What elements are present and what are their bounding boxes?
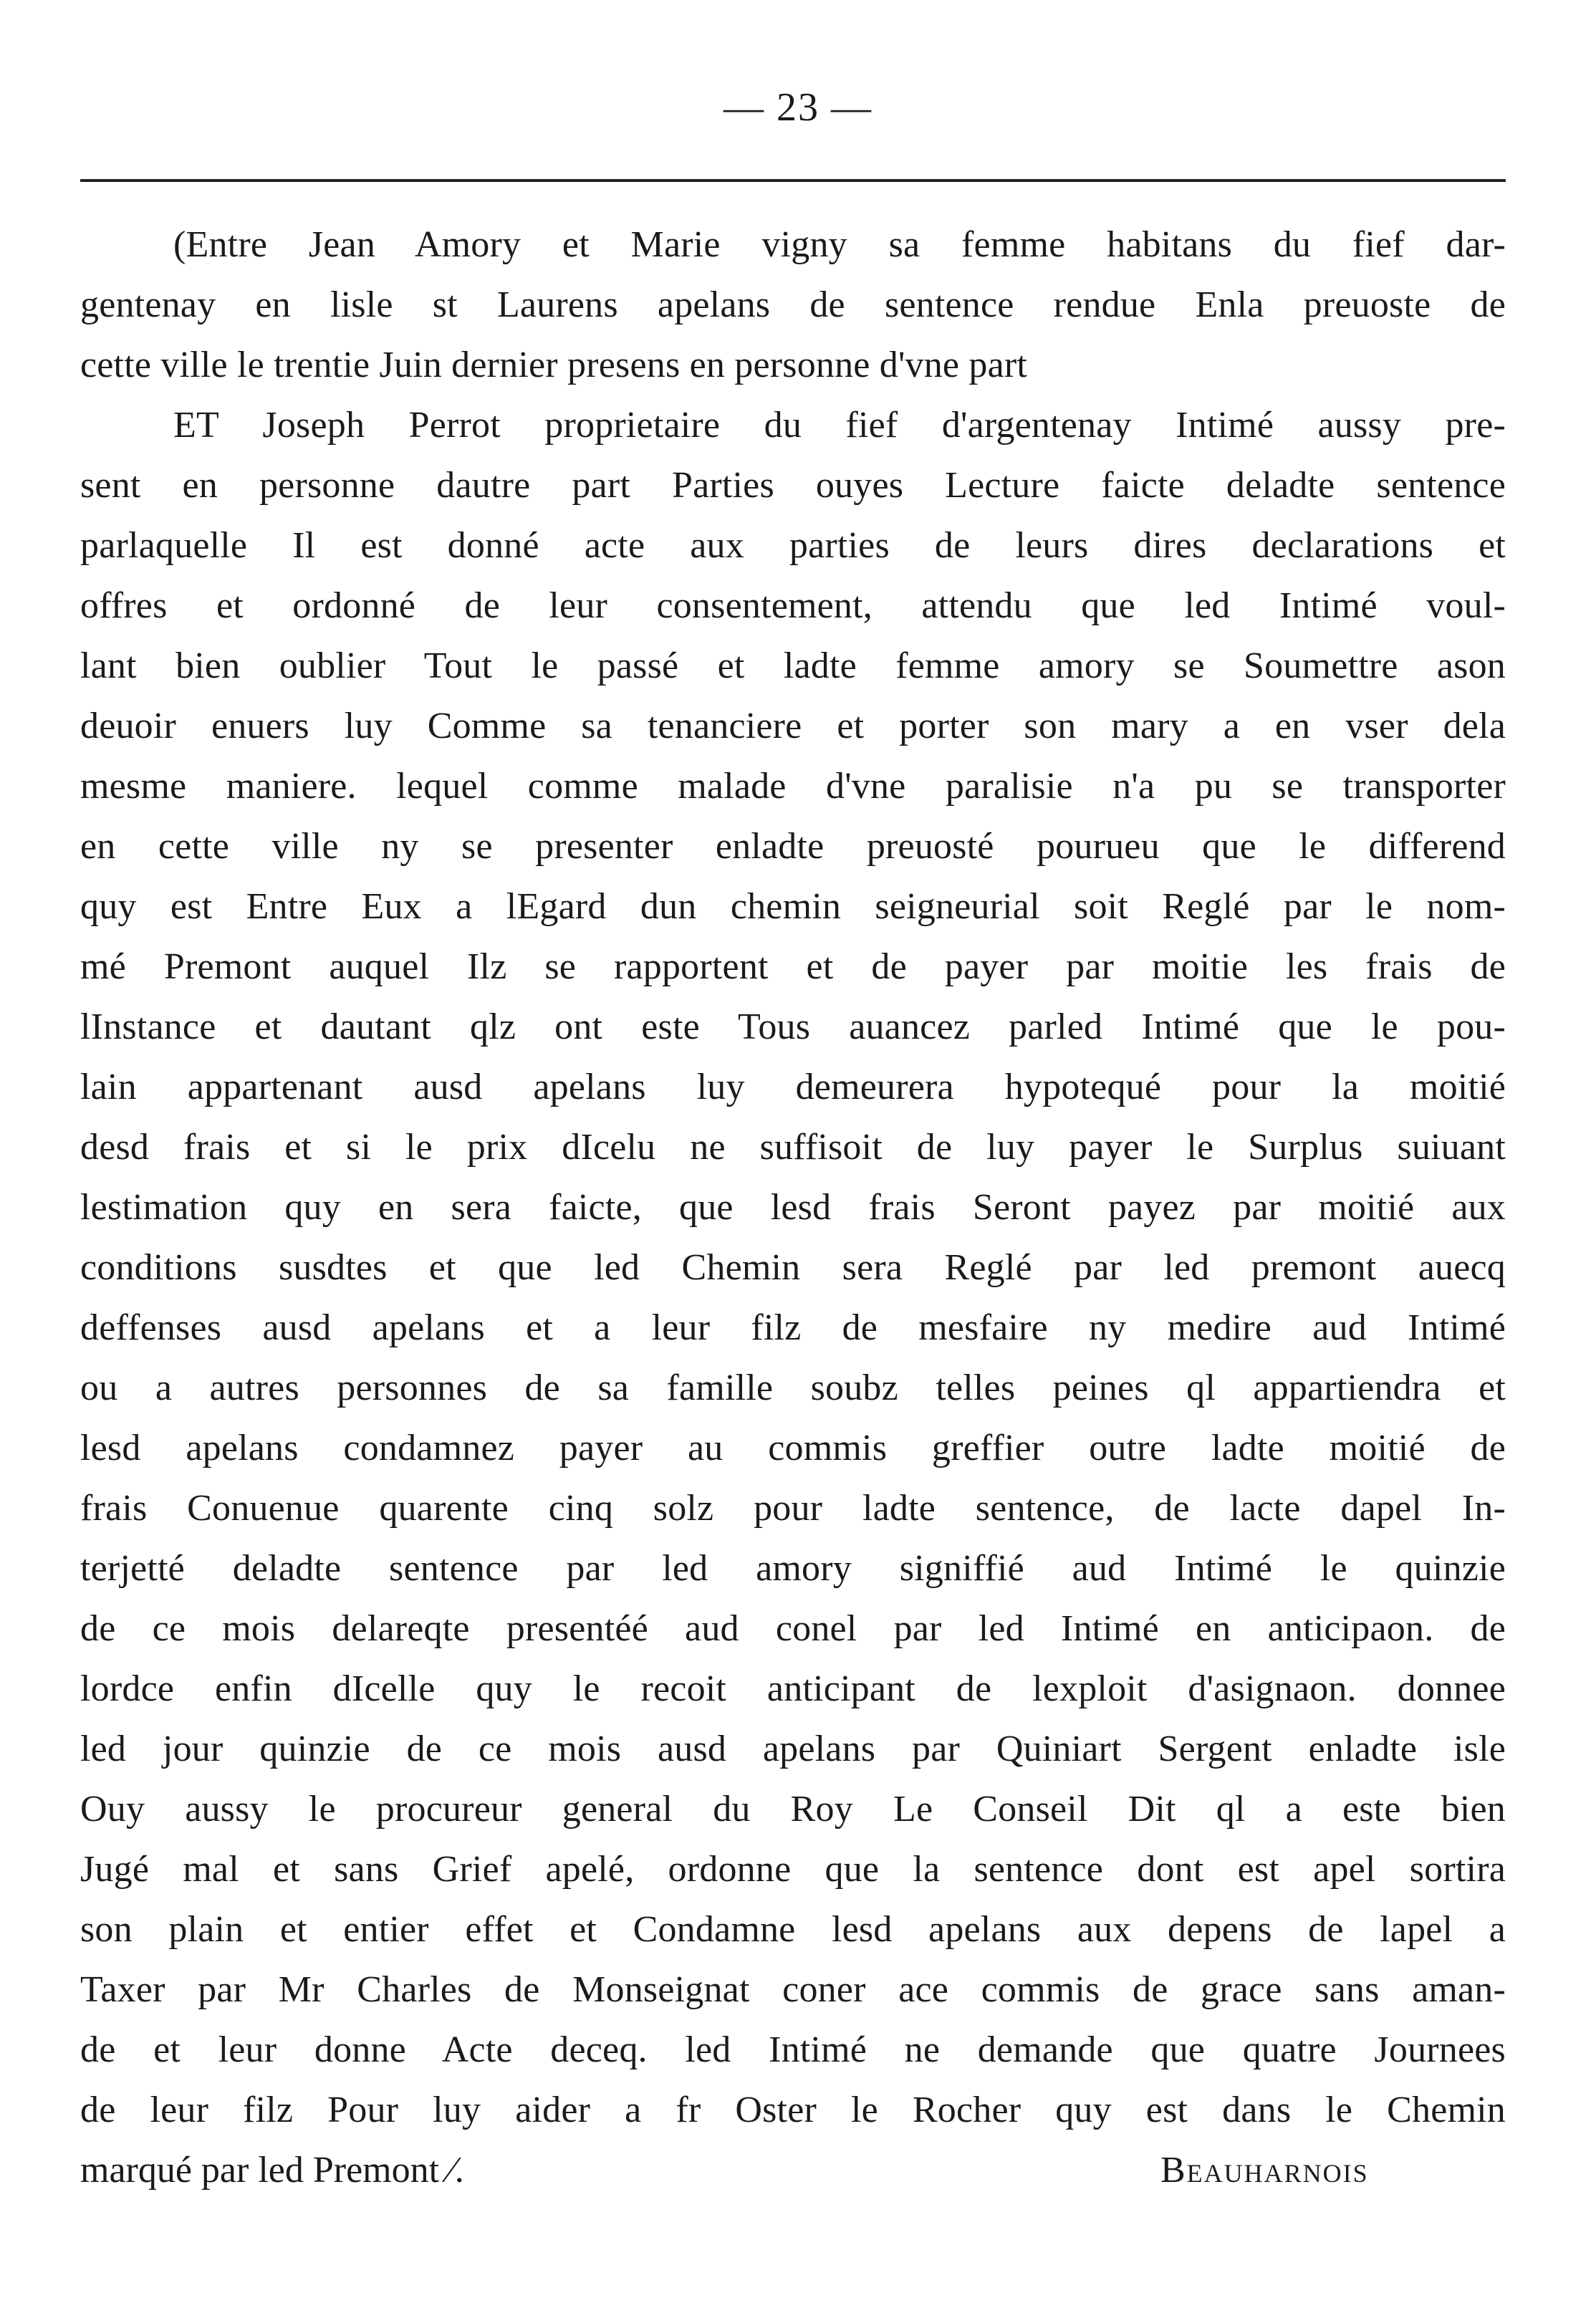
text-line: gentenay en lisle st Laurens apelans de sentence rendue Enla preuoste de [80, 284, 1506, 325]
text-line: terjetté deladte sentence par led amory signiffié aud Intimé le quinzie [80, 1548, 1506, 1589]
text-line: deffenses ausd apelans et a leur filz de mesfaire ny medire aud Intimé [80, 1307, 1506, 1348]
text-line: son plain et entier effet et Condamne lesd apelans aux depens de lapel a [80, 1909, 1506, 1950]
text-line: desd frais et si le prix dIcelu ne suffisoit de luy payer le Surplus suiuant [80, 1127, 1506, 1168]
text-line: mé Premont auquel Ilz se rapportent et de payer par moitie les frais de [80, 946, 1506, 987]
body-text [80, 215, 1506, 2201]
text-line: ou a autres personnes de sa famille soubz telles peines ql appartiendra et [80, 1367, 1506, 1408]
page-number: — 23 — [724, 85, 872, 130]
text-line: offres et ordonné de leur consentement, attendu que led Intimé voul- [80, 585, 1506, 626]
text-line: Taxer par Mr Charles de Monseignat coner ace commis de grace sans aman- [80, 1969, 1506, 2010]
text-line: parlaquelle Il est donné acte aux parties de leurs dires declarations et [80, 525, 1506, 566]
text-line: lain appartenant ausd apelans luy demeurera hypotequé pour la moitié [80, 1067, 1506, 1107]
text-line: de leur filz Pour luy aider a fr Oster le Rocher quy est dans le Chemin [80, 2090, 1506, 2130]
text-line: lesd apelans condamnez payer au commis greffier outre ladte moitié de [80, 1428, 1506, 1468]
text-line: cette ville le trentie Juin dernier presens en personne d'vne part [80, 345, 1028, 385]
text-line: Ouy aussy le procureur general du Roy Le Conseil Dit ql a este bien [80, 1789, 1506, 1830]
text-line: mesme maniere. lequel comme malade d'vne paralisie n'a pu se transporter [80, 766, 1506, 807]
text-line: de et leur donne Acte deceq. led Intimé ne demande que quatre Journees [80, 2029, 1506, 2070]
text-line: ET Joseph Perrot proprietaire du fief d'argentenay Intimé aussy pre- [173, 405, 1506, 446]
text-line: (Entre Jean Amory et Marie vigny sa femme habitans du fief dar- [173, 224, 1506, 265]
text-line: lordce enfin dIcelle quy le recoit anticipant de lexploit d'asignaon. donnee [80, 1668, 1506, 1709]
text-line: conditions susdtes et que led Chemin sera Reglé par led premont auecq [80, 1247, 1506, 1288]
text-line: lInstance et dautant qlz ont este Tous auancez parled Intimé que le pou- [80, 1006, 1506, 1047]
text-line: frais Conuenue quarente cinq solz pour ladte sentence, de lacte dapel In- [80, 1488, 1506, 1529]
text-line: deuoir enuers luy Comme sa tenanciere et porter son mary a en vser dela [80, 706, 1506, 746]
text-line: en cette ville ny se presenter enladte preuosté pourueu que le differend [80, 826, 1506, 867]
closing-text: marqué par led Premont ⁄. [80, 2150, 464, 2191]
text-line: de ce mois delareqte presentéé aud conel par led Intimé en anticipaon. de [80, 1608, 1506, 1649]
text-line: lant bien oublier Tout le passé et ladte femme amory se Soumettre ason [80, 645, 1506, 686]
closing-line [80, 2140, 1506, 2201]
text-line: led jour quinzie de ce mois ausd apelans par Quiniart Sergent enladte isle [80, 1729, 1506, 1769]
text-line: lestimation quy en sera faicte, que lesd frais Seront payez par moitié aux [80, 1187, 1506, 1228]
text-line: sent en personne dautre part Parties ouyes Lecture faicte deladte sentence [80, 465, 1506, 506]
text-line: Jugé mal et sans Grief apelé, ordonne que la sentence dont est apel sortira [80, 1849, 1506, 1890]
signature: Beauharnois [1160, 2150, 1369, 2191]
header-rule [80, 179, 1506, 182]
text-line: quy est Entre Eux a lEgard dun chemin seigneurial soit Reglé par le nom- [80, 886, 1506, 927]
